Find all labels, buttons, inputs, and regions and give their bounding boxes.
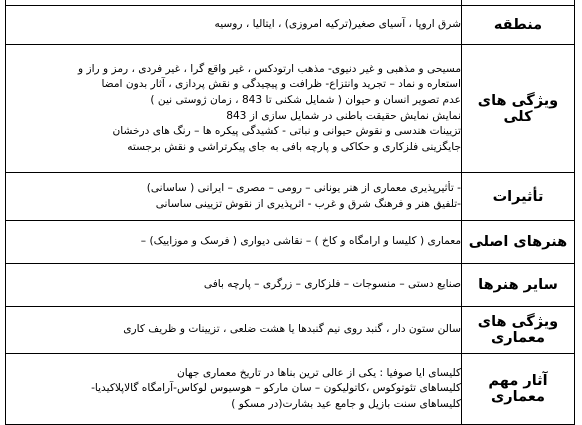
content-line: استعاره و نماد – تجرید وانتزاع- ظرافت و پیچیدگی و نقش پردازی ، آثار بدون امضا: [101, 78, 461, 91]
content-line: صنایع دستی – منسوجات – فلزکاری – زرگری – پارچه بافی: [203, 278, 461, 291]
row-content: [6, 45, 462, 173]
row-content: [6, 354, 462, 425]
table-row: [6, 354, 575, 425]
content-line: تزیینات هندسی و نقوش حیوانی و نباتی - کشیدگی پیکره ها – رنگ های درخشان: [112, 125, 461, 138]
content-line: کلیسای ایا صوفیا : یکی از عالی ترین بناها در تاریخ معماری جهان: [177, 366, 461, 379]
content-line: معماری ( کلیسا و ارامگاه و کاخ ) – نقاشی دیواری ( فرسک و موزاییک) –: [140, 235, 461, 248]
table-row: [6, 173, 575, 221]
row-heading: سایر هنرها: [462, 264, 575, 307]
row-heading: ویژگی های کلی: [462, 45, 575, 173]
byzantine-art-table: [5, 0, 575, 425]
content-line: جایگزینی فلزکاری و حکاکی و پارچه بافی به جای پیکرتراشی و نقش برجسته: [127, 140, 461, 153]
row-content: [6, 6, 462, 45]
row-content: [6, 221, 462, 264]
row-heading: آثار مهم معماری: [462, 354, 575, 425]
content-line: شرق اروپا ، آسیای صغیر(ترکیه امروزی) ، ایتالیا ، روسیه: [214, 18, 461, 31]
table-row: [6, 221, 575, 264]
table-row: [6, 6, 575, 45]
row-heading: هنرهای اصلی: [462, 221, 575, 264]
table-row: [6, 264, 575, 307]
content-line: - تأثیرپذیری معماری از هنر یونانی – رومی – مصری – ایرانی ( ساسانی): [146, 181, 461, 194]
row-content: [6, 264, 462, 307]
row-heading: ویژگی های معماری: [462, 307, 575, 354]
content-line: نمایش نمایش حقیقت باطنی در شمایل سازی از 843: [226, 109, 461, 122]
table-row: [6, 45, 575, 173]
content-line: کلیساهای سنت بازیل و جامع عید بشارت(در مسکو ): [231, 397, 461, 410]
content-line: مسیحی و مذهبی و غیر دنیوی- مذهب ارتودکس ، غیر واقع گرا ، غیر فردی ، رمز و راز و: [77, 62, 461, 75]
row-content: [6, 173, 462, 221]
row-heading: تأثیرات: [462, 173, 575, 221]
content-line: عدم تصویر انسان و حیوان ( شمایل شکنی تا 843 ، زمان ژوستی نین ): [150, 93, 461, 106]
row-heading: منطقه: [462, 6, 575, 45]
row-content: [6, 307, 462, 354]
table-body: [6, 0, 575, 425]
content-line: -تلفیق هنر و فرهنگ شرق و غرب - اثرپذیری از نقوش تزیینی ساسانی: [155, 197, 461, 210]
content-line: کلیساهای تئوتوکوس ،کاتولیکون – سان مارکو – هوسیوس لوکاس-آرامگاه گالاپلاکیدیا-: [91, 382, 461, 395]
table-row: [6, 307, 575, 354]
content-line: سالن ستون دار ، گنبد روی نیم گنبدها یا هشت ضلعی ، تزیینات و ظریف کاری: [123, 323, 461, 336]
